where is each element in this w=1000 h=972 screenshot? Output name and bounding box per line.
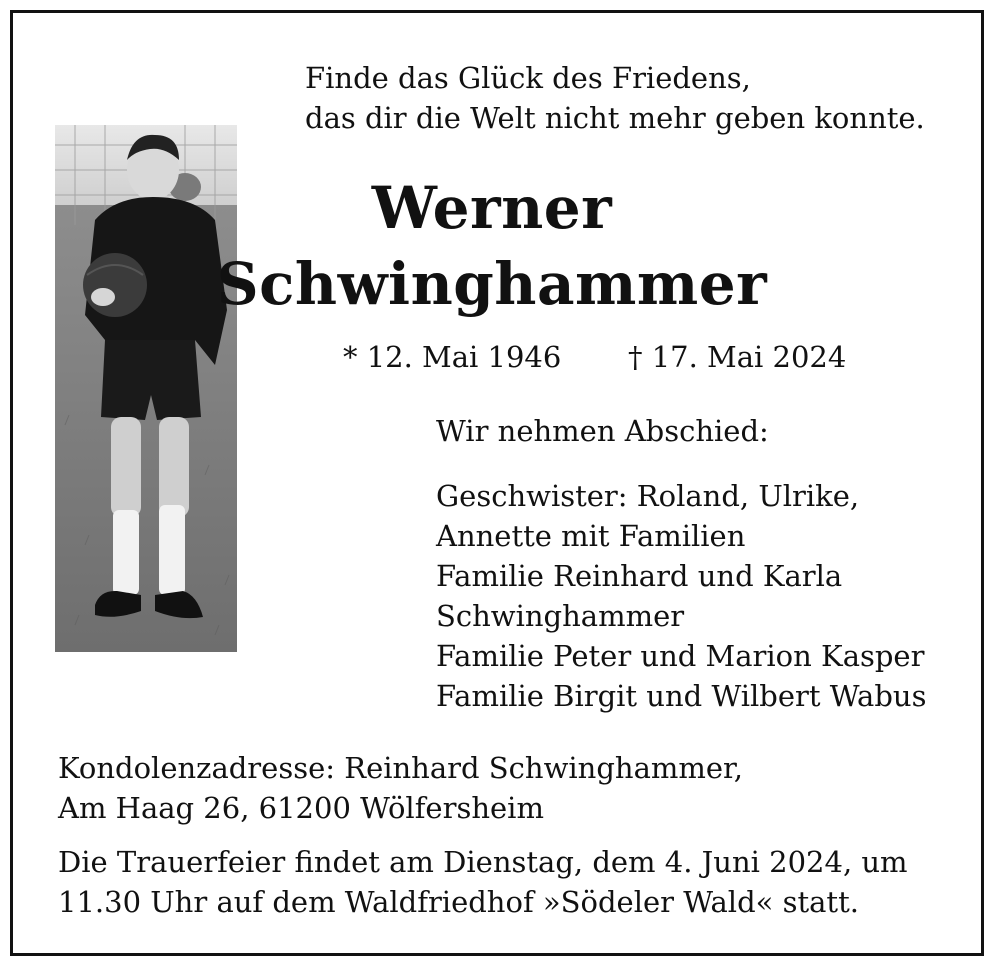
mourner-line: Familie Birgit und Wilbert Wabus <box>436 679 927 713</box>
condolence-line-2: Am Haag 26, 61200 Wölfersheim <box>58 791 544 825</box>
farewell-intro: Wir nehmen Abschied: <box>436 414 769 448</box>
deceased-last-name: Schwinghammer <box>216 250 768 318</box>
funeral-line-2: 11.30 Uhr auf dem Waldfriedhof »Södeler Wald« statt. <box>58 885 859 919</box>
mourner-line: Familie Reinhard und Karla <box>436 559 843 593</box>
condolence-line-1: Kondolenzadresse: Reinhard Schwinghammer, <box>58 751 743 785</box>
mourner-line: Annette mit Familien <box>436 519 746 553</box>
funeral-notice <box>58 842 908 922</box>
quote-line-2: das dir die Welt nicht mehr geben konnte. <box>305 101 925 135</box>
mourner-line: Geschwister: Roland, Ulrike, <box>436 479 860 513</box>
deceased-first-name: Werner <box>371 174 613 242</box>
condolence-address <box>58 748 743 828</box>
death-date: † 17. Mai 2024 <box>628 340 847 374</box>
mourner-line: Schwinghammer <box>436 599 685 633</box>
memorial-quote <box>305 58 925 138</box>
quote-line-1: Finde das Glück des Friedens, <box>305 61 751 95</box>
birth-date: * 12. Mai 1946 <box>343 340 562 374</box>
mourners-list <box>436 476 926 716</box>
mourner-line: Familie Peter und Marion Kasper <box>436 639 925 673</box>
funeral-line-1: Die Trauerfeier findet am Dienstag, dem 4. Juni 2024, um <box>58 845 908 879</box>
